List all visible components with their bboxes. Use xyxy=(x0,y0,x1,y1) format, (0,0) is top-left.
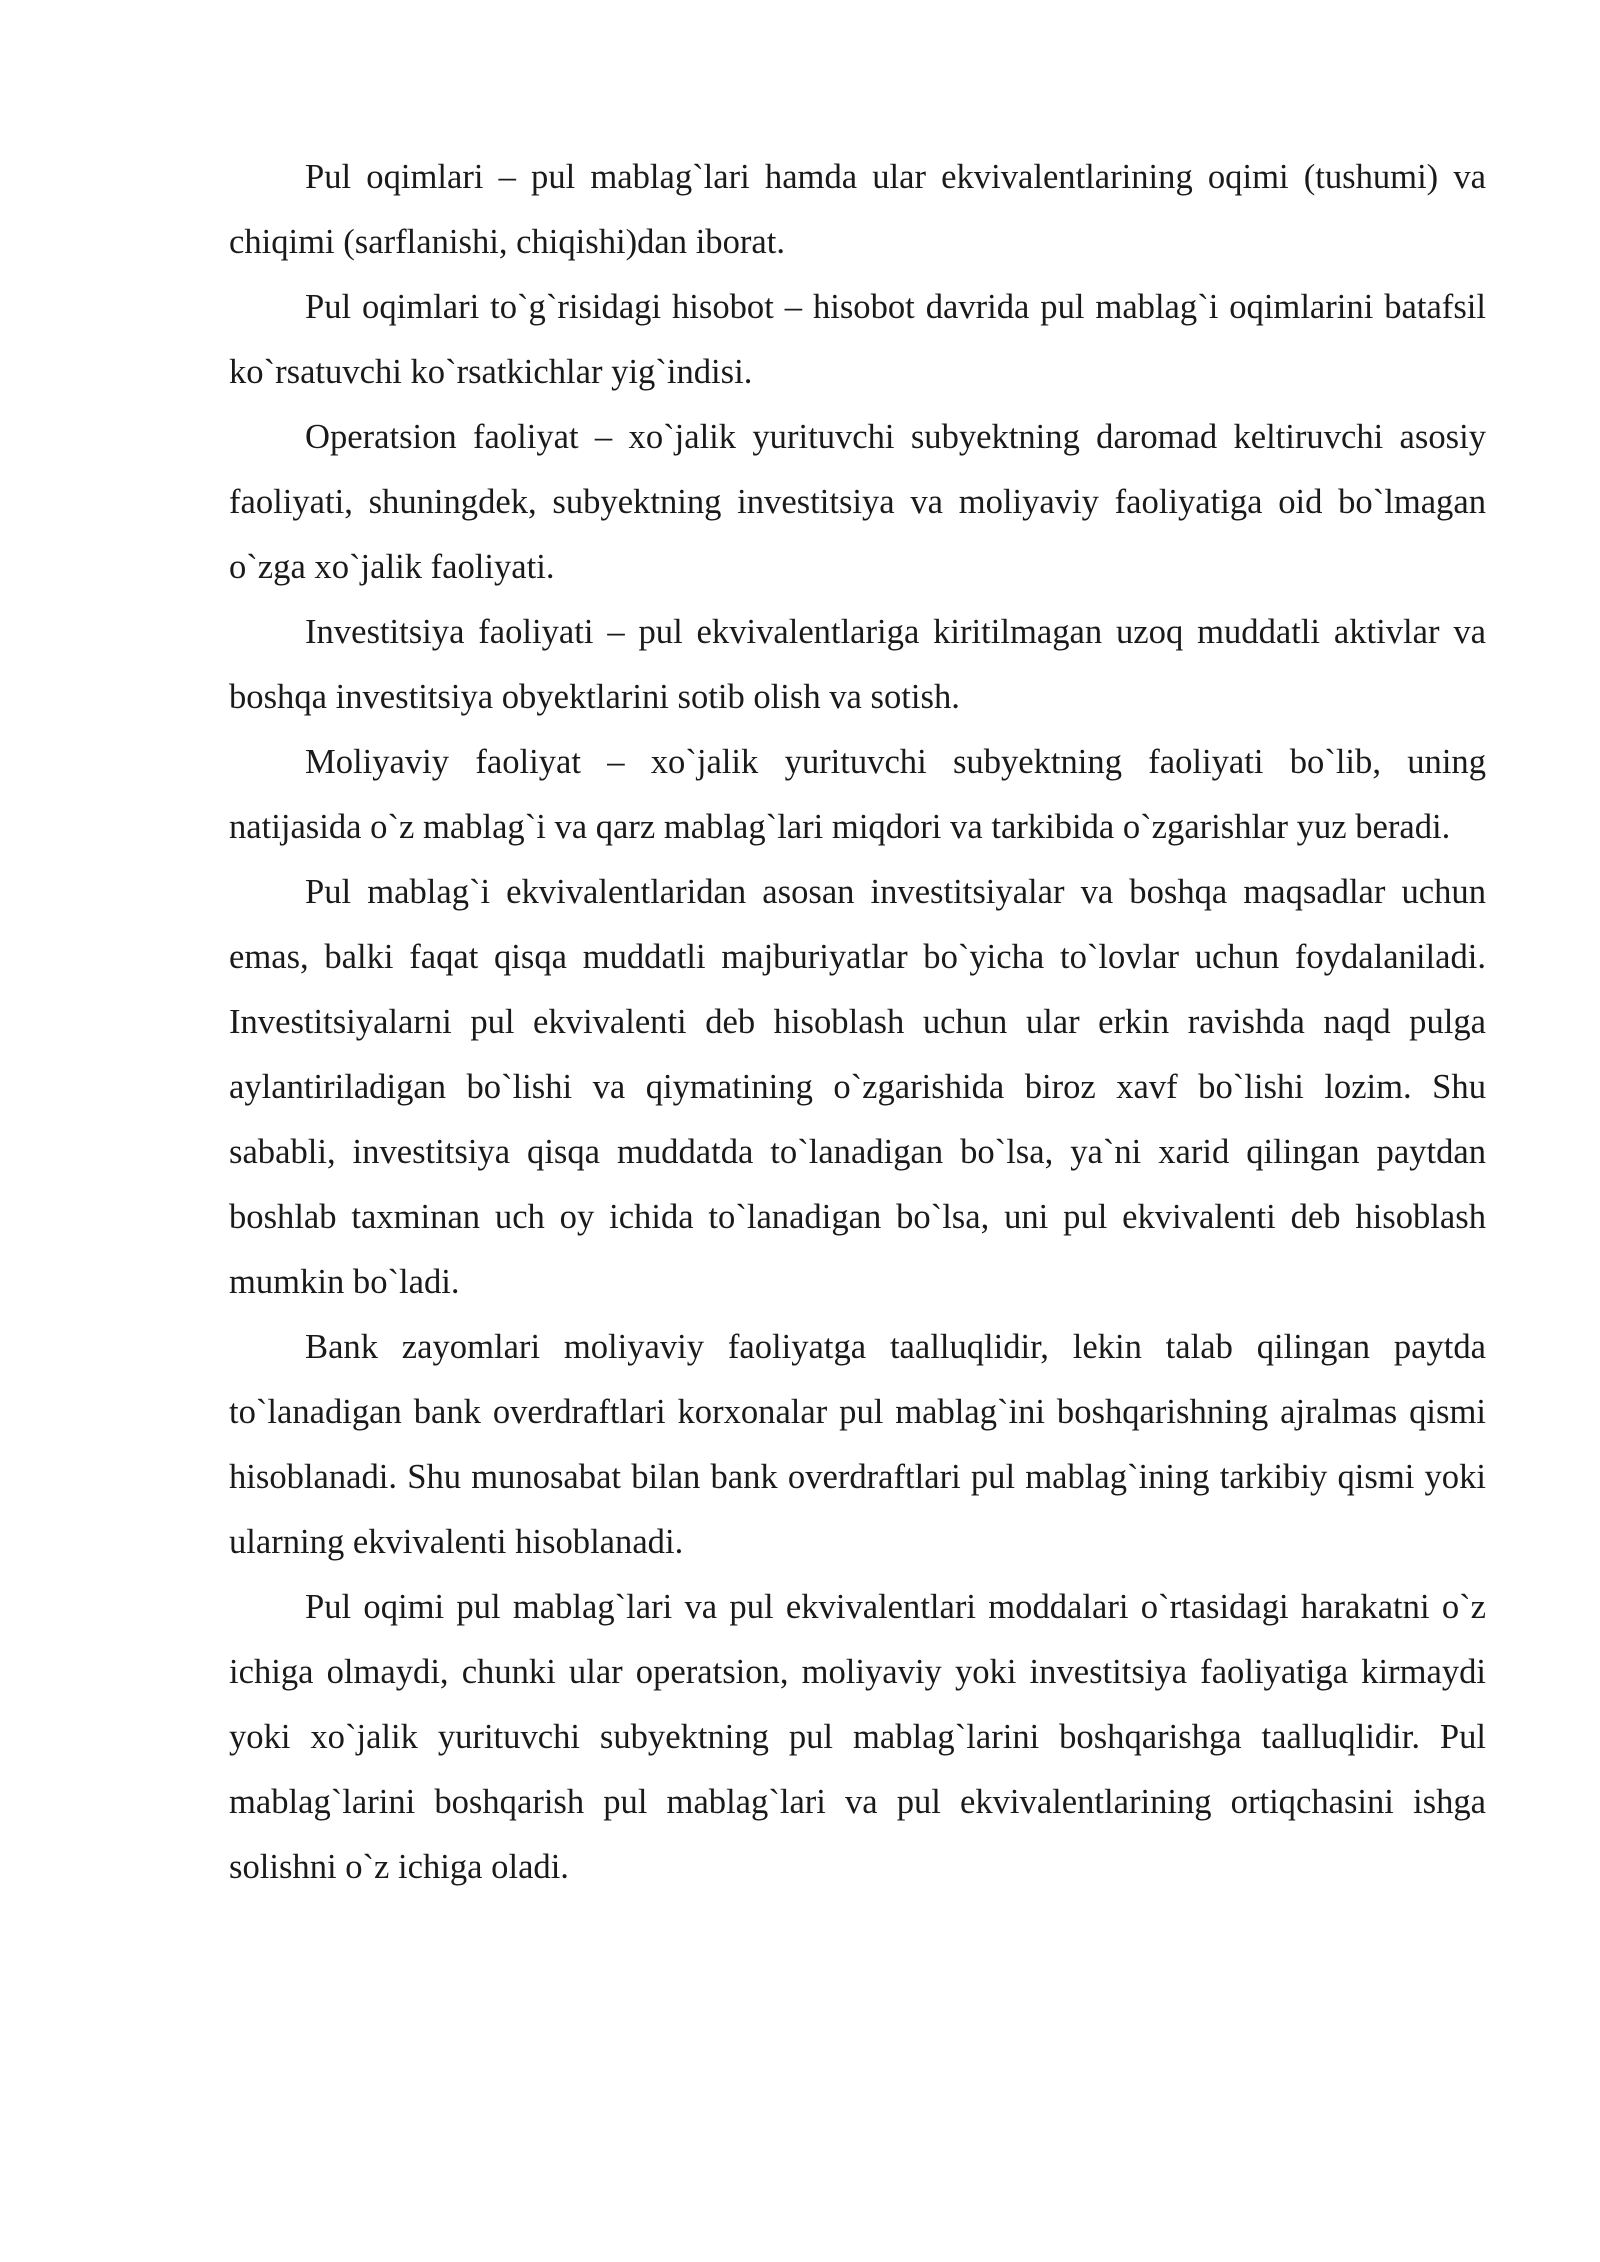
paragraph-financing-activity-definition: Moliyaviy faoliyat – xo`jalik yurituvchi subyektning faoliyati bo`lib, uning natijasida o`z mablag`i va qarz mablag`lari miqdori va tarkibida o`zgarishlar yuz beradi. xyxy=(229,743,1486,846)
paragraph-cash-equivalents: Pul mablag`i ekvivalentlaridan asosan investitsiyalar va boshqa maqsadlar uchun emas, balki faqat qisqa muddatli majburiyatlar bo`yicha to`lovlar uchun foydalaniladi. Investitsiyalarni pul ekvivalenti deb hisoblash uchun ular erkin ravishda naqd pulga aylantiriladigan bo`lishi va qiymatining o`zgarishida biroz xavf bo`lishi lozim. Shu sababli, investitsiya qisqa muddatda to`lanadigan bo`lsa, ya`ni xarid qilingan paytdan boshlab taxminan uch oy ichida to`lanadigan bo`lsa, uni pul ekvivalenti deb hisoblash mumkin bo`ladi. xyxy=(229,873,1486,1301)
paragraph-bank-overdrafts: Bank zayomlari moliyaviy faoliyatga taalluqlidir, lekin talab qilingan paytda to`lanadigan bank overdraftlari korxonalar pul mablag`ini boshqarishning ajralmas qismi hisoblanadi. Shu munosabat bilan bank overdraftlari pul mablag`ining tarkibiy qismi yoki ularning ekvivalenti hisoblanadi. xyxy=(229,1328,1486,1561)
paragraph-investing-activity-definition: Investitsiya faoliyati – pul ekvivalentlariga kiritilmagan uzoq muddatli aktivlar va boshqa investitsiya obyektlarini sotib olish va sotish. xyxy=(229,613,1486,716)
paragraph-cash-flows-definition: Pul oqimlari – pul mablag`lari hamda ular ekvivalentlarining oqimi (tushumi) va chiqimi (sarflanishi, chiqishi)dan iborat. xyxy=(229,158,1486,261)
paragraph-operating-activity-definition: Operatsion faoliyat – xo`jalik yurituvchi subyektning daromad keltiruvchi asosiy faoliyati, shuningdek, subyektning investitsiya va moliyaviy faoliyatiga oid bo`lmagan o`zga xo`jalik faoliyati. xyxy=(229,418,1486,586)
paragraph-cash-flow-report-definition: Pul oqimlari to`g`risidagi hisobot – hisobot davrida pul mablag`i oqimlarini batafsil ko`rsatuvchi ko`rsatkichlar yig`indisi. xyxy=(229,288,1486,391)
document-body xyxy=(229,145,1486,1900)
paragraph-cash-movements: Pul oqimi pul mablag`lari va pul ekvivalentlari moddalari o`rtasidagi harakatni o`z ichiga olmaydi, chunki ular operatsion, moliyaviy yoki investitsiya faoliyatiga kirmaydi yoki xo`jalik yurituvchi subyektning pul mablag`larini boshqarishga taalluqlidir. Pul mablag`larini boshqarish pul mablag`lari va pul ekvivalentlarining ortiqchasini ishga solishni o`z ichiga oladi. xyxy=(229,1588,1486,1886)
